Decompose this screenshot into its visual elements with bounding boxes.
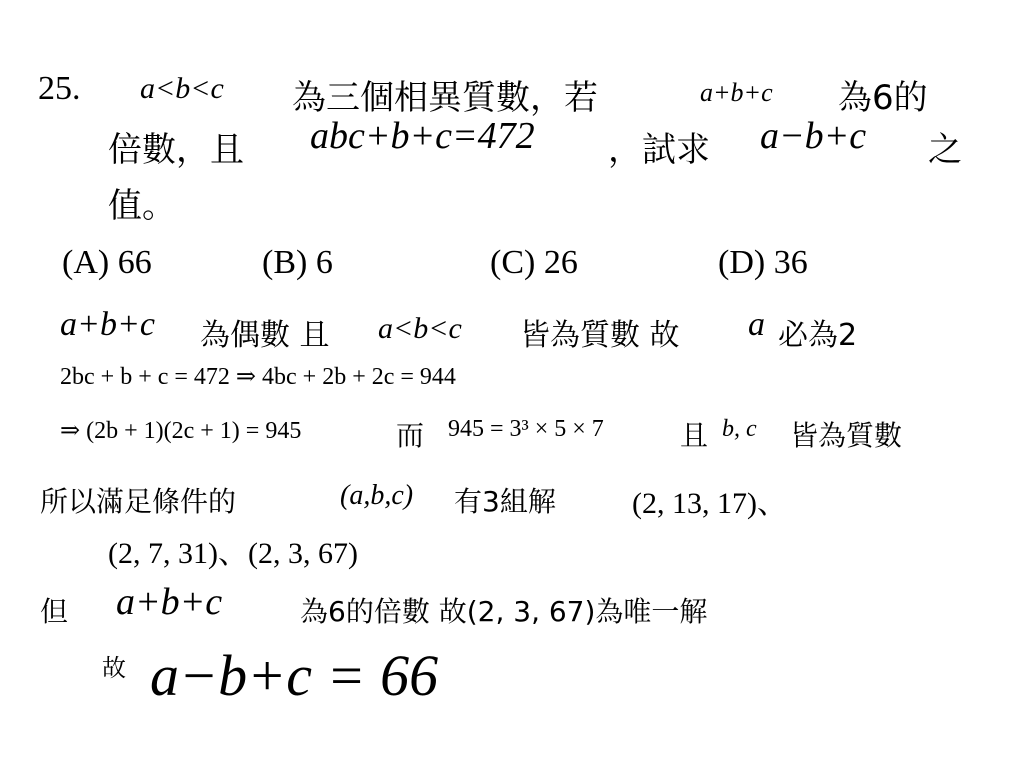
sol-factored-equation: ⇒ (2b + 1)(2c + 1) = 945: [60, 418, 302, 444]
expr-a-plus-b-plus-c: a+b+c: [700, 78, 773, 107]
sol-solutions-2-3: (2, 7, 31)、(2, 3, 67): [108, 537, 358, 570]
sol-text-unique-solution: 為6的倍數 故(2, 3, 67)為唯一解: [300, 595, 708, 628]
choice-c: (C) 26: [490, 244, 578, 281]
condition-a-lt-b-lt-c: a<b<c: [140, 72, 224, 105]
sol-condition: a<b<c: [378, 312, 462, 345]
question-text-5: 之: [928, 130, 962, 170]
sol-text-satisfying: 所以滿足條件的: [40, 485, 237, 518]
sol-text-but: 但: [40, 595, 69, 628]
sol-equation-2: 2bc + b + c = 472 ⇒ 4bc + 2b + 2c = 944: [60, 364, 456, 390]
question-text-6: 值。: [108, 186, 176, 226]
sol-text-must-be-2: 必為2: [778, 318, 858, 353]
given-equation: abc+b+c=472: [310, 115, 535, 157]
sol-expr-multiple-6: a+b+c: [116, 581, 223, 623]
sol-text-qie: 且: [680, 419, 709, 452]
sol-solution-1: (2, 13, 17)、: [632, 487, 787, 520]
sol-var-a: a: [748, 306, 765, 343]
question-text-3: 倍數，且: [108, 130, 244, 170]
choice-d: (D) 36: [718, 244, 808, 281]
sol-text-all-prime: 皆為質數: [790, 419, 903, 452]
sol-text-therefore: 故: [102, 654, 126, 682]
choice-b: (B) 6: [262, 244, 333, 281]
sol-text-and: 而: [396, 419, 425, 452]
question-text-2: 為6的: [838, 78, 928, 118]
sol-expr-a-b-c: a+b+c: [60, 306, 155, 343]
target-expression: a−b+c: [760, 115, 867, 157]
choice-a: (A) 66: [62, 244, 152, 281]
sol-text-even: 為偶數 且: [200, 318, 330, 353]
sol-vars-b-c: b, c: [722, 416, 757, 442]
question-text-4: ，試求: [608, 130, 710, 170]
sol-factorization: 945 = 3³ × 5 × 7: [448, 416, 604, 442]
question-text-1: 為三個相異質數，若: [292, 78, 598, 118]
sol-triple: (a,b,c): [340, 480, 414, 511]
question-number: 25.: [38, 70, 81, 107]
sol-text-three-solutions: 有3組解: [454, 485, 556, 518]
final-answer: a−b+c = 66: [150, 643, 439, 708]
sol-text-prime: 皆為質數 故: [520, 318, 680, 353]
